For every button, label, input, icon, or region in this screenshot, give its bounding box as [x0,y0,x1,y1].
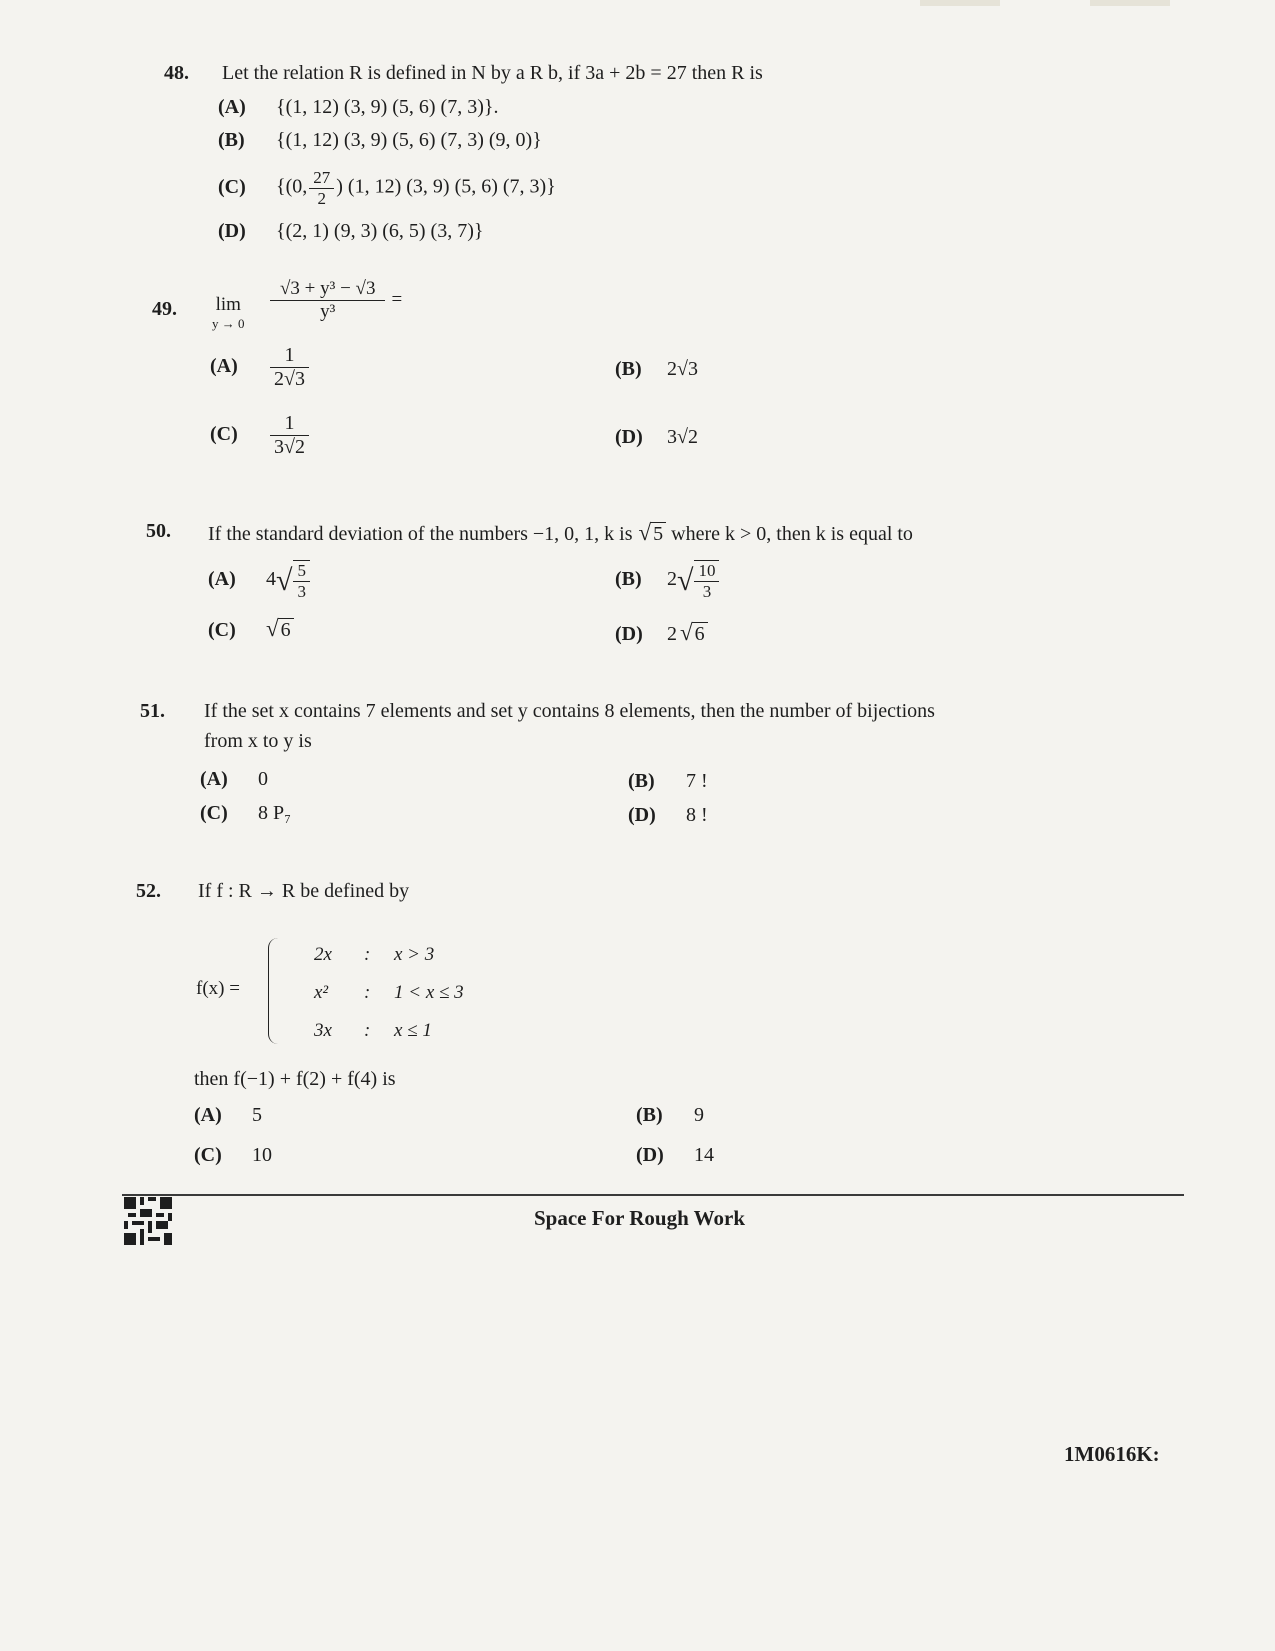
case-row: 2x : x > 3 [314,944,435,965]
option-label: (D) [218,220,246,242]
option-text: 8 P₇ [258,802,292,824]
question-52-then: then f(−1) + f(2) + f(4) is [194,1068,396,1090]
question-51-stem-line2: from x to y is [204,730,312,752]
q51-option-c [200,802,291,825]
option-text: 10 [252,1144,272,1166]
question-52-stem: If f : R → R be defined by [198,880,410,902]
fraction-denominator: 2 [317,188,327,208]
limit-numerator: √3 + y³ − √3 [270,278,385,301]
option-label: (B) [615,358,642,380]
option-text: 3√2 [667,426,698,448]
option-label: (A) [208,568,236,591]
option-label: (D) [636,1144,664,1166]
fraction-numerator: 1 [270,344,309,368]
radical-sign: √ [638,520,652,545]
q50-option-d [615,620,708,646]
option-text: 0 [258,768,268,790]
limit-expression [268,278,402,323]
fraction [694,560,719,601]
q52-option-b [636,1104,704,1127]
option-label: (A) [194,1104,222,1126]
q48-option-b [218,129,542,152]
option-text-pre: {(0, [276,175,308,198]
coefficient: 2 [667,568,677,591]
q52-option-d [636,1144,714,1167]
q48-option-a [218,96,498,119]
piecewise-cases [314,936,464,1050]
option-label: (C) [210,423,238,446]
option-text: 14 [694,1144,714,1166]
option-label: (C) [200,802,228,824]
sqrt-radicand: 6 [692,622,708,645]
fraction-denominator: 3√2 [274,436,305,458]
question-51-number: 51. [140,700,165,722]
option-label: (C) [194,1144,222,1166]
option-label: (C) [218,175,246,198]
option-label: (D) [615,623,643,645]
option-label: (D) [628,804,656,826]
question-52-number: 52. [136,880,161,902]
question-49-number: 49. [152,298,177,320]
case-row: x² : 1 < x ≤ 3 [314,982,464,1003]
question-51-stem-line1: If the set x contains 7 elements and set y contains 8 elements, then the number of bijections [204,700,935,722]
limit-subscript: y → 0 [212,316,245,331]
q48-option-c [218,168,556,208]
fraction-denominator: 3 [297,581,306,601]
fraction [309,168,334,208]
fraction-numerator: 5 [293,561,310,582]
piecewise-brace [268,938,283,1044]
coefficient: 4 [266,568,276,591]
q49-option-a [210,344,311,391]
radical-sign: √ [680,620,693,645]
fraction-numerator: 27 [309,168,334,189]
option-label: (B) [615,568,642,591]
stem-text-b: where k > 0, then k is equal to [671,523,913,545]
option-text: 9 [694,1104,704,1126]
stem-text-a: If the standard deviation of the numbers −1, 0, 1, k is [208,523,633,545]
q48-option-d [218,220,483,243]
limit-word: lim [215,294,241,315]
question-48-number: 48. [164,62,189,84]
sqrt-radicand: 6 [278,618,294,641]
paper-code: 1M0616K: [1064,1442,1160,1466]
sqrt-radicand: 5 [650,522,666,545]
qr-code-icon [124,1197,172,1245]
fraction-numerator: 1 [270,412,309,436]
question-50-stem [208,520,913,546]
limit-denominator: y³ [320,300,336,322]
q51-option-a [200,768,268,791]
coefficient: 2 [667,623,677,645]
rough-work-heading: Space For Rough Work [534,1206,746,1230]
question-50-number: 50. [146,520,171,542]
limit-fraction [270,278,385,323]
fraction [270,412,309,459]
option-label: (B) [636,1104,663,1126]
q49-option-d [615,426,698,449]
option-text-post: ) (1, 12) (3, 9) (5, 6) (7, 3)} [336,175,556,198]
equals-sign: = [391,288,403,310]
option-text: {(1, 12) (3, 9) (5, 6) (7, 3) (9, 0)} [276,129,542,151]
fraction-denominator: 2√3 [274,368,305,390]
option-label: (C) [208,619,236,641]
footer-divider [122,1194,1184,1196]
option-text: 8 ! [686,804,708,826]
option-label: (D) [615,426,643,448]
option-label: (B) [628,770,655,792]
option-label: (A) [200,768,228,790]
option-label: (B) [218,129,245,151]
fraction-numerator: 10 [694,561,719,582]
limit [212,294,245,332]
radical-sign: √ [276,563,293,597]
case-row: 3x : x ≤ 1 [314,1020,432,1041]
q49-option-b [615,358,698,381]
q50-option-a [208,560,312,601]
radical-sign: √ [266,616,279,641]
radical-sign: √ [677,563,694,597]
option-text: {(2, 1) (9, 3) (6, 5) (3, 7)} [276,220,484,242]
option-text: {(1, 12) (3, 9) (5, 6) (7, 3)}. [276,96,499,118]
option-text: 2√3 [667,358,698,380]
fraction-denominator: 3 [702,581,712,601]
option-text: 5 [252,1104,262,1126]
question-48-stem: Let the relation R is defined in N by a R b, if 3a + 2b = 27 then R is [222,62,763,84]
fraction [293,560,310,601]
fraction [270,344,309,391]
q49-option-c [210,412,311,459]
option-label: (A) [218,96,246,118]
q51-option-d [628,804,708,827]
q52-option-c [194,1144,272,1167]
function-label: f(x) = [196,978,240,999]
q50-option-c [208,616,294,642]
q52-option-a [194,1104,262,1127]
q51-option-b [628,770,708,793]
option-label: (A) [210,355,238,378]
q50-option-b [615,560,721,601]
option-text: 7 ! [686,770,708,792]
